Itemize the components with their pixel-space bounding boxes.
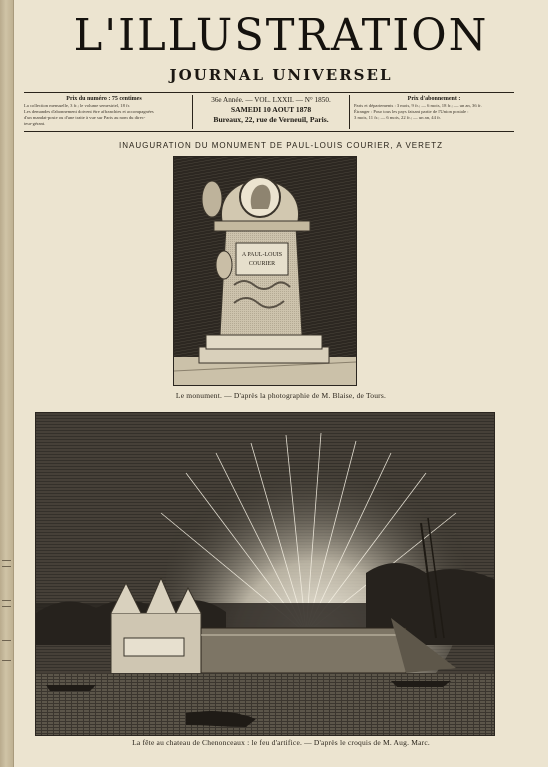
- fireworks-caption: La fête au chateau de Chenonceaux : le feu d'artifice. — D'après le croquis de M. Aug. Marc.: [132, 738, 430, 747]
- monument-caption: Le monument. — D'après la photographie de M. Blaise, de Tours.: [175, 391, 387, 400]
- masthead-title: L'ILLUSTRATION: [73, 10, 489, 61]
- subscription-line: 3 mois, 11 fr.; — 6 mois, 22 fr.; — un an, 44 fr.: [354, 115, 441, 120]
- monument-inscription: A PAUL-LOUIS: [241, 252, 283, 258]
- article-headline: INAUGURATION DU MONUMENT DE PAUL-LOUIS COURIER, A VERETZ: [118, 141, 444, 150]
- price-line: teur-gérant.: [24, 121, 46, 126]
- office-address: Bureaux, 22, rue de Verneuil, Paris.: [213, 115, 329, 124]
- issue-details: [192, 95, 350, 129]
- subscription-line: Paris et départements : 3 mois, 9 fr.; — 6 mois, 18 fr.; — un an, 36 fr.: [354, 103, 482, 108]
- price-line: d'un mandat-poste ou d'une traite à vue sur Paris au nom du direc-: [24, 115, 146, 120]
- volume-number: 36e Année. — VOL. LXXII. — N° 1850.: [211, 96, 331, 104]
- issue-info-bar: [24, 92, 514, 132]
- masthead-subtitle: JOURNAL UNIVERSEL: [169, 66, 393, 84]
- subscription-heading: Prix d'abonnement :: [407, 96, 461, 102]
- monument-engraving: [173, 156, 357, 386]
- subscription-info: [354, 95, 514, 129]
- price-line: La collection mensuelle, 3 fr.; le volume semestriel, 18 fr.: [24, 103, 131, 108]
- monument-inscription: COURIER: [248, 261, 276, 267]
- price-heading: Prix du numéro : 75 centimes: [66, 96, 142, 102]
- price-line: Les demandes d'abonnement doivent être affranchies et accompagnées: [24, 109, 154, 114]
- price-info: [24, 95, 184, 129]
- book-binding-edge: [0, 0, 14, 767]
- newspaper-page: [14, 0, 548, 767]
- fireworks-engraving: [35, 412, 495, 736]
- issue-date: SAMEDI 10 AOUT 1878: [230, 105, 312, 114]
- subscription-line: Étranger : Pour tous les pays faisant partie de l'Union postale :: [354, 109, 469, 114]
